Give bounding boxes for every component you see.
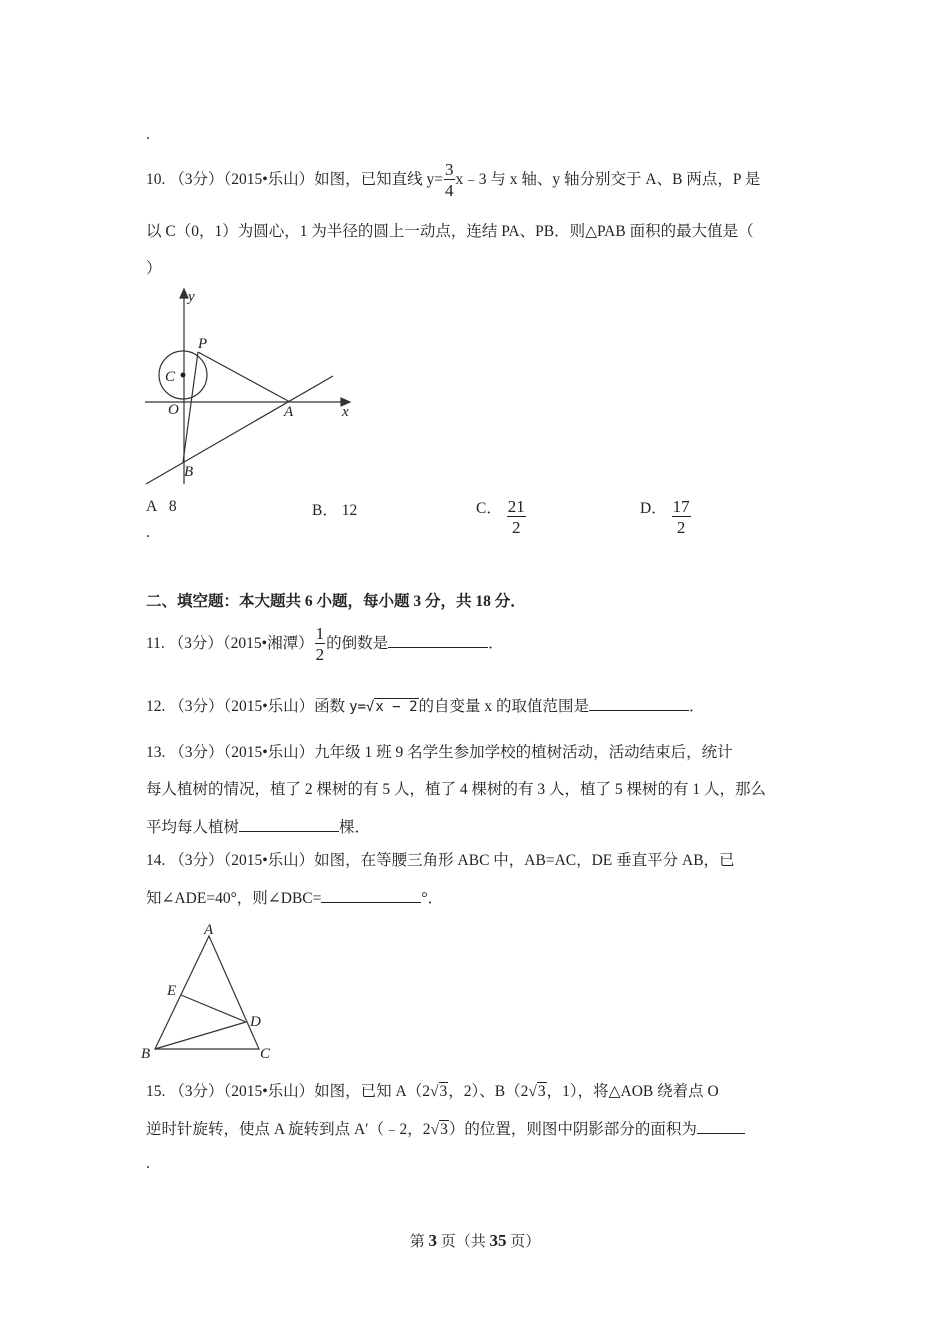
option-d-label: D． xyxy=(640,500,667,517)
q14-line1: 14. （3分）（2015•乐山）如图，在等腰三角形 ABC 中，AB=AC，DE 垂直平分 AB，已 xyxy=(146,852,735,869)
option-a-label: A xyxy=(146,498,158,515)
q12-fn-lhs: y= xyxy=(349,699,366,715)
q15-l2-a: 逆时针旋转，使点 A 旋转到点 A′（﹣2，2 xyxy=(146,1121,431,1138)
option-b-value: 12 xyxy=(341,502,358,519)
q14-line2-suffix: °． xyxy=(421,890,444,907)
label-x: x xyxy=(342,404,349,420)
q10-frac-num: 3 xyxy=(445,160,454,180)
segment-pa xyxy=(198,352,290,402)
q14-figure xyxy=(138,918,283,1063)
q12-answer-blank[interactable] xyxy=(589,696,689,711)
segment-pb xyxy=(183,352,198,462)
q14-line2 xyxy=(146,886,443,908)
q12-line xyxy=(146,694,705,716)
q10-option-d xyxy=(640,496,692,536)
q10-option-a-dot: . xyxy=(146,524,150,541)
label-p: P xyxy=(198,336,208,352)
label-y: y xyxy=(188,289,195,305)
label-d: D xyxy=(250,1014,261,1030)
q10-option-a xyxy=(146,498,177,516)
q15-line2 xyxy=(146,1117,745,1139)
q13-line3-suffix: 棵． xyxy=(339,819,371,836)
q15-l1-b: ，2）、B（2 xyxy=(448,1083,529,1100)
option-d-num: 17 xyxy=(672,497,690,516)
q11-prefix: 11. （3分）（2015•湘潭） xyxy=(146,635,314,652)
q10-line3: ） xyxy=(146,260,162,277)
q15-sqrt-3: √3 xyxy=(430,1121,448,1138)
q12-prefix: 12. （3分）（2015•乐山）函数 xyxy=(146,698,350,715)
q15-rad-1: 3 xyxy=(439,1083,448,1100)
segment-bd xyxy=(155,1022,246,1049)
q10-prefix: 10. （3分）（2015•乐山）如图，已知直线 y= xyxy=(146,171,444,188)
option-c-label: C． xyxy=(476,500,502,517)
label-c: C xyxy=(260,1046,271,1062)
q10-line1 xyxy=(146,160,760,200)
option-c-num: 21 xyxy=(507,497,525,516)
line-ab xyxy=(146,376,333,484)
page-footer xyxy=(0,1230,950,1251)
q10-option-c xyxy=(476,496,527,536)
q15-line1 xyxy=(146,1079,719,1101)
footer-total-pages: 35 xyxy=(489,1231,507,1250)
q11-fraction xyxy=(315,625,326,663)
q11-frac-den: 2 xyxy=(315,645,325,665)
q15-rad-3: 3 xyxy=(440,1121,448,1138)
q12-end: ． xyxy=(689,698,705,715)
q14-answer-blank[interactable] xyxy=(321,888,421,903)
q10-suffix: x﹣3 与 x 轴、y 轴分别交于 A、B 两点，P 是 xyxy=(455,171,761,188)
q11-end: ． xyxy=(488,635,504,652)
footer-p3: 页） xyxy=(506,1234,541,1250)
q10-frac-den: 4 xyxy=(445,181,454,201)
q13-line2: 每人植树的情况，植了 2 棵树的有 5 人，植了 4 棵树的有 3 人，植了 5 棵树的有 1 人，那么 xyxy=(146,781,767,798)
option-d-den: 2 xyxy=(676,518,686,537)
option-c-fraction xyxy=(507,498,526,536)
q13-line3 xyxy=(146,815,370,837)
q15-sqrt-2: √3 xyxy=(528,1083,546,1100)
q13-line1: 13. （3分）（2015•乐山）九年级 1 班 9 名学生参加学校的植树活动，活动结束后，统计 xyxy=(146,744,733,761)
footer-p1: 第 xyxy=(409,1234,429,1250)
q10-figure xyxy=(140,286,360,491)
q15-end-dot: . xyxy=(146,1155,150,1172)
q15-l1-a: 15. （3分）（2015•乐山）如图，已知 A（2 xyxy=(146,1083,430,1100)
y-axis-arrow xyxy=(180,289,188,298)
q15-l2-b: ）的位置，则图中阴影部分的面积为 xyxy=(448,1121,697,1138)
q10-slope-fraction xyxy=(444,161,455,199)
label-e: E xyxy=(167,983,177,999)
footer-page-number: 3 xyxy=(428,1231,437,1250)
option-d-fraction xyxy=(672,498,691,536)
q15-sqrt-1: √3 xyxy=(430,1083,448,1100)
label-a: A xyxy=(204,922,214,938)
q12-suffix: 的自变量 x 的取值范围是 xyxy=(418,698,590,715)
q13-answer-blank[interactable] xyxy=(239,817,339,832)
stray-dot: . xyxy=(146,126,150,143)
center-dot xyxy=(181,373,186,378)
label-o: O xyxy=(168,402,179,418)
footer-p2: 页（共 xyxy=(436,1234,490,1250)
q12-radicand: x − 2 xyxy=(375,699,418,715)
section-2-title: 二、填空题：本大题共 6 小题，每小题 3 分，共 18 分． xyxy=(146,593,526,610)
q12-sqrt: √x − 2 xyxy=(365,699,418,715)
option-b-label: B． xyxy=(312,502,338,519)
label-b: B xyxy=(141,1046,151,1062)
q14-line2-prefix: 知∠ADE=40°，则∠DBC= xyxy=(146,890,322,907)
option-a-value: 8 xyxy=(168,498,177,515)
q11-suffix: 的倒数是 xyxy=(326,635,389,652)
q15-answer-blank[interactable] xyxy=(697,1119,745,1134)
q10-option-b xyxy=(312,498,357,520)
q10-line2: 以 C（0，1）为圆心，1 为半径的圆上一动点，连结 PA、PB．则△PAB 面积的最大值是（ xyxy=(146,223,754,240)
q11-line xyxy=(146,624,504,664)
label-a: A xyxy=(284,404,294,420)
q13-line3-prefix: 平均每人植树 xyxy=(146,819,240,836)
q11-answer-blank[interactable] xyxy=(388,633,488,648)
q15-rad-2: 3 xyxy=(537,1083,546,1100)
q11-frac-num: 1 xyxy=(315,624,325,644)
label-b: B xyxy=(184,464,194,480)
option-c-den: 2 xyxy=(511,518,521,537)
q15-l1-c: ，1），将△AOB 绕着点 O xyxy=(546,1083,719,1100)
label-c: C xyxy=(165,369,176,385)
